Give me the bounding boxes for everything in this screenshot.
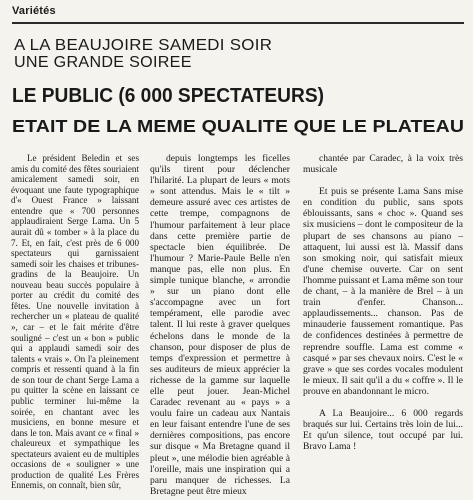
headline-line-2: ETAIT DE LA MEME QUALITE QUE LE PLATEAU [12, 116, 465, 136]
headline-line-1: LE PUBLIC (6 000 SPECTATEURS) [12, 85, 324, 107]
column-3-paragraph: Et puis se présente Lama Sans mise en condition du public, sans spots éblouissants, sans « choc ». Quand ses six musiciens – dont le compositeur de la plupart de ses chansons au piano – attaquent, lui aussi est là. Massif dans son smoking noir, qui satisfait mieux d'une chemise ouverte. Car on sent l'homme puissant et Lama même son tour de chant, – à la manière de Brel – à un train d'enfer. Chanson... applaudissements... chanson. Pas de minauderie faussement romantique. Pas de confidences destinées à permettre de reprendre souffle. Lama est comme « casqué » par ses chevaux noirs. C'est le « grave » que ses cordes vocales modulent le mieux. Il sait qu'il a du « coffre ». Il le prouve en abandonnant le micro. [303, 186, 463, 397]
article-column-2 [150, 153, 290, 497]
article-column-1 [11, 153, 139, 491]
column-3-paragraph: chantée par Caradec, à la voix très musicale [303, 153, 463, 176]
header-rule [12, 22, 464, 24]
column-2-paragraph: depuis longtemps les ficelles qu'ils tirent pour déclencher l'hilarité. La plupart de leurs « mots » sont attendus. Mais le « tilt » demeure assuré avec ces artistes de cette trempe, compagnons de l'humour parfaitement à leur place dans cette première partie de spectacle bien équilibrée. De l'humour ? Marie-Paule Belle n'en manque pas, elle non plus. En simple tunique blanche, « arrondie » sur un piano dont elle s'accompagne avec un fort tempérament, elle parodie avec talent. Il lui reste à graver quelques échelons dans le monde de la chanson, pour disposer de plus de temps d'expression et permettre à ses auditeurs de mieux apprécier la richesse de la gamme sur laquelle elle peut jouer. Jean-Michel Caradec revenant au « pays » a voulu faire un cadeau aux Nantais en leur faisant entendre l'une de ses dernières compositions, pas encore sur disque « Ma Bretagne quand il pleut », une mélodie bien agréable à l'oreille, mais une inspiration qui a paru manquer de richesses. La Bretagne peut être mieux [150, 153, 290, 497]
article-column-3 [303, 153, 463, 452]
surtitle-line-2: UNE GRANDE SOIREE [14, 54, 192, 71]
section-rubric: Variétés [12, 5, 56, 17]
column-1-paragraph: Le président Beledin et ses amis du comité des fêtes souriaient amicalement samedi soir, en évoquant une faute typographique d'« Ouest France » laissant entendre que « 700 personnes applaudiraient Serge Lama. Un 5 aurait dû « tomber » à la place du 7. Et, en fait, c'est près de 6 000 spectateurs qui garnissaient samedi soir les chaises et tribunes-gradins de la Beaujoire. Un nouveau beau succès populaire à porter au crédit du comité des fêtes. Une nouvelle invitation à rechercher un « plateau de qualité », car – et le fait mérite d'être souligné – c'est un « bon » public qui a applaudi samedi soir des talents « vrais ». On l'a pleinement compris et ressenti quand à la fin de son tour de chant Serge Lama a pu quitter la scène en laissant ce public terminer lui-même la soirée, en chantant avec les musiciens, en bonne mesure et dans le ton. Mais avant ce « final » chaleureux et sympathique les spectateurs avaient eu de multiples occasions de « souligner » une production de qualité Les Frères Ennemis, on connaît, bien sûr, [11, 153, 139, 491]
surtitle-line-1: A LA BEAUJOIRE SAMEDI SOIR [14, 37, 273, 54]
column-3-paragraph: A La Beaujoire... 6 000 regards braqués sur lui. Certains très loin de lui... Et qu'un silence, tout occupé par lui. Bravo Lama ! [303, 407, 463, 453]
